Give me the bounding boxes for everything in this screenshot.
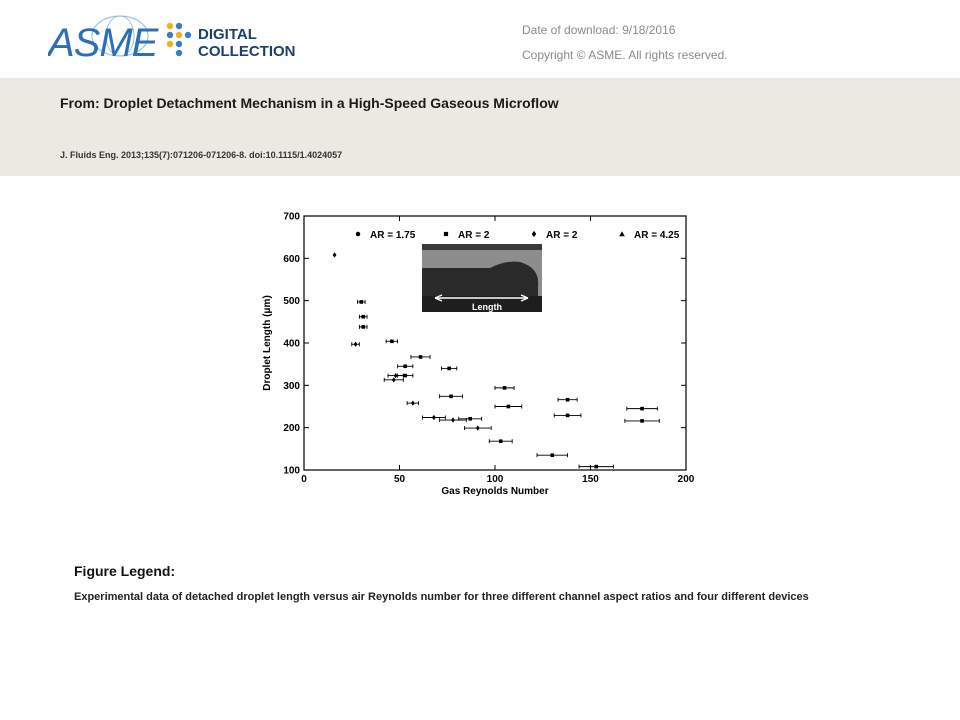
chart-legend [356,230,680,241]
inset-length-label: Length [472,302,502,312]
legend-marker-diamond [532,231,536,237]
data-point-square [640,407,644,411]
data-point-square [566,398,570,402]
data-point-diamond [411,400,415,405]
y-tick-label: 200 [283,423,300,435]
copyright-notice: Copyright © ASME. All rights reserved. [522,48,728,62]
data-point-square [640,419,644,423]
data-point-square [361,325,365,329]
droplet-inset-image [422,244,542,312]
data-point-square [403,364,407,368]
data-point-diamond [354,342,358,347]
legend-entry: AR = 2 [458,230,490,241]
asme-digital-collection-logo[interactable] [48,8,338,70]
legend-marker-square [444,232,448,236]
data-point-diamond [451,417,455,422]
article-citation[interactable]: J. Fluids Eng. 2013;135(7):071206-071206-8. doi:10.1115/1.4024057 [60,150,343,160]
logo-wordmark: ASME [48,21,158,65]
data-point-diamond [392,377,396,382]
data-point-diamond [432,415,436,420]
logo-product-line2: COLLECTION [198,43,296,60]
legend-entry: AR = 1.75 [370,230,416,241]
data-point-square [468,417,472,421]
droplet-length-chart [250,206,710,496]
figure-legend-text: Experimental data of detached droplet length versus air Reynolds number for three different channel aspect ratios and four different devices [74,591,809,603]
data-point-square [551,453,555,457]
download-date: Date of download: 9/18/2016 [522,23,676,37]
article-title: From: Droplet Detachment Mechanism in a High-Speed Gaseous Microflow [60,95,559,111]
logo-product-line1: DIGITAL [198,26,257,43]
logo-dots-icon [167,23,191,56]
data-point-square [390,340,394,344]
data-point-diamond [394,373,398,378]
data-point-diamond [476,425,480,430]
data-point-square [360,300,364,304]
header-bar [0,0,960,78]
y-tick-label: 600 [283,253,300,265]
data-point-square [566,414,570,418]
data-point-diamond [333,252,337,257]
x-tick-label: 100 [486,474,504,485]
x-tick-label: 200 [677,474,695,485]
data-point-square [419,355,423,359]
y-tick-label: 500 [283,296,300,308]
x-tick-label: 0 [301,474,307,485]
y-axis-label: Droplet Length (μm) [262,295,273,391]
data-point-square [507,405,511,409]
figure-legend-heading: Figure Legend: [74,563,176,579]
data-point-square [499,439,503,443]
y-tick-label: 400 [283,338,300,350]
x-tick-label: 50 [393,474,406,485]
legend-entry: AR = 4.25 [634,230,680,241]
download-meta [522,18,728,68]
data-point-square [403,374,407,378]
article-banner [0,78,960,176]
legend-entry: AR = 2 [546,230,578,241]
data-point-square [449,395,453,399]
legend-marker-triangle [619,231,625,236]
legend-marker-circle [356,232,360,236]
data-point-square [447,367,451,371]
data-point-square [594,465,598,469]
x-tick-label: 150 [582,474,599,485]
y-tick-label: 300 [283,380,300,392]
x-axis-label: Gas Reynolds Number [441,486,549,496]
data-point-square [361,315,365,319]
data-point-square [503,386,507,390]
y-tick-label: 700 [283,211,300,223]
y-tick-label: 100 [283,465,300,477]
